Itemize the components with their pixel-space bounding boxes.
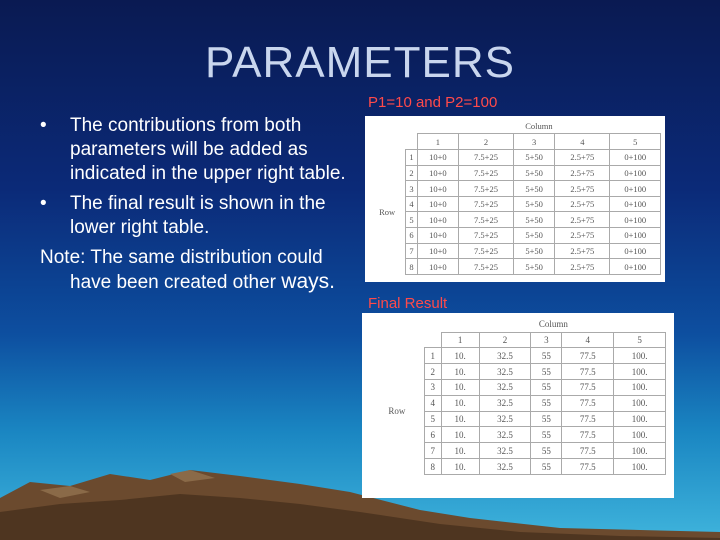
table-cell: 32.5	[479, 364, 531, 380]
table-cell: 2.5+75	[555, 243, 610, 259]
table-cell: 10.	[441, 380, 479, 396]
table-corner	[424, 317, 441, 332]
table-cell: 10.	[441, 395, 479, 411]
table-cell: 7.5+25	[458, 165, 513, 181]
row-number: 8	[424, 459, 441, 475]
table-cell: 32.5	[479, 380, 531, 396]
row-number: 4	[424, 395, 441, 411]
table-cell: 7.5+25	[458, 150, 513, 166]
table-cell: 32.5	[479, 395, 531, 411]
table-cell: 7.5+25	[458, 212, 513, 228]
table-cell: 7.5+25	[458, 181, 513, 197]
table-cell: 10+0	[417, 150, 458, 166]
table-cell: 32.5	[479, 443, 531, 459]
table-cell: 10+0	[417, 181, 458, 197]
table-cell: 100.	[614, 380, 666, 396]
table-cell: 10+0	[417, 196, 458, 212]
column-header: 2	[479, 332, 531, 348]
table-cell: 5+50	[514, 259, 555, 275]
row-number: 1	[406, 150, 418, 166]
bullet-glyph: •	[40, 193, 47, 214]
table-cell: 7.5+25	[458, 228, 513, 244]
row-number: 2	[424, 364, 441, 380]
table-cell: 77.5	[562, 380, 614, 396]
row-number: 6	[424, 427, 441, 443]
row-number: 8	[406, 259, 418, 275]
note-tail: ways.	[281, 270, 335, 293]
table-cell: 5+50	[514, 150, 555, 166]
column-header: 3	[514, 134, 555, 150]
table-cell: 77.5	[562, 427, 614, 443]
table-cell: 77.5	[562, 364, 614, 380]
column-header: 1	[417, 134, 458, 150]
table-row	[369, 196, 661, 212]
bullet-text: The contributions from both parameters will be added as indicated in the upper right table.	[70, 115, 346, 184]
table-cell: 77.5	[562, 348, 614, 364]
table-cell: 77.5	[562, 411, 614, 427]
table-cell: 7.5+25	[458, 259, 513, 275]
table-header-row	[370, 317, 666, 332]
column-header: 2	[458, 134, 513, 150]
table-cell: 32.5	[479, 427, 531, 443]
table-cell: 10.	[441, 348, 479, 364]
row-number: 7	[424, 443, 441, 459]
table-cell: 0+100	[610, 196, 661, 212]
table-cell: 10.	[441, 411, 479, 427]
table-row	[369, 243, 661, 259]
table-cell: 0+100	[610, 165, 661, 181]
table-cell: 0+100	[610, 150, 661, 166]
table-row	[369, 228, 661, 244]
table-cell: 100.	[614, 459, 666, 475]
table-cell: 2.5+75	[555, 150, 610, 166]
row-label: Row	[370, 348, 424, 475]
table-cell: 0+100	[610, 228, 661, 244]
bullet-glyph: •	[40, 115, 47, 136]
table-cell: 2.5+75	[555, 165, 610, 181]
table-cell: 77.5	[562, 395, 614, 411]
table-cell: 5+50	[514, 181, 555, 197]
table-cell: 2.5+75	[555, 212, 610, 228]
table-cell: 100.	[614, 443, 666, 459]
table-cell: 10.	[441, 443, 479, 459]
table-cell: 100.	[614, 364, 666, 380]
table-colnum-row	[369, 134, 661, 150]
row-number: 3	[406, 181, 418, 197]
table-cell: 0+100	[610, 212, 661, 228]
row-number: 7	[406, 243, 418, 259]
row-label: Row	[369, 150, 406, 275]
table-colnum-row	[370, 332, 666, 348]
table-cell: 2.5+75	[555, 181, 610, 197]
table-cell: 10+0	[417, 212, 458, 228]
table-cell: 5+50	[514, 243, 555, 259]
column-header: 1	[441, 332, 479, 348]
table-cell: 77.5	[562, 459, 614, 475]
table-cell: 5+50	[514, 212, 555, 228]
table-cell: 2.5+75	[555, 196, 610, 212]
table-cell: 55	[531, 427, 562, 443]
table-cell: 10.	[441, 427, 479, 443]
table-cell: 10+0	[417, 165, 458, 181]
table-cell: 7.5+25	[458, 196, 513, 212]
table-header-row	[369, 119, 661, 134]
table-cell: 55	[531, 348, 562, 364]
row-number: 5	[406, 212, 418, 228]
row-number: 5	[424, 411, 441, 427]
table-cell: 0+100	[610, 181, 661, 197]
table-cell: 100.	[614, 395, 666, 411]
column-header: 4	[555, 134, 610, 150]
table-cell: 10.	[441, 459, 479, 475]
table-cell: 2.5+75	[555, 228, 610, 244]
table-cell: 10+0	[417, 243, 458, 259]
table-cell: 5+50	[514, 196, 555, 212]
bullet-item	[40, 114, 350, 186]
table-row	[369, 259, 661, 275]
column-header: 5	[610, 134, 661, 150]
column-label: Column	[417, 119, 660, 134]
table-row	[369, 212, 661, 228]
note-text	[40, 246, 350, 295]
table-corner	[369, 119, 406, 134]
table-cell: 100.	[614, 411, 666, 427]
table-cell: 10+0	[417, 228, 458, 244]
table2-caption: Final Result	[368, 295, 448, 312]
table-cell: 77.5	[562, 443, 614, 459]
table-cell: 55	[531, 395, 562, 411]
column-header: 5	[614, 332, 666, 348]
table-cell: 10+0	[417, 259, 458, 275]
table1-caption: P1=10 and P2=100	[368, 94, 498, 111]
table2-image	[362, 313, 674, 498]
table-cell: 7.5+25	[458, 243, 513, 259]
table-cell: 55	[531, 364, 562, 380]
table-cell: 10.	[441, 364, 479, 380]
table-row	[370, 348, 666, 364]
row-number: 4	[406, 196, 418, 212]
table-row	[369, 150, 661, 166]
row-number: 2	[406, 165, 418, 181]
table1-image	[365, 116, 665, 282]
column-header: 4	[562, 332, 614, 348]
note-body: Note: The same distribution could have been created other	[40, 247, 323, 293]
table-row	[369, 165, 661, 181]
table-cell: 0+100	[610, 243, 661, 259]
table-corner	[369, 134, 406, 150]
table-row	[369, 181, 661, 197]
table-cell: 2.5+75	[555, 259, 610, 275]
table-cell: 32.5	[479, 459, 531, 475]
table-cell: 55	[531, 459, 562, 475]
table-cell: 100.	[614, 348, 666, 364]
column-header: 3	[531, 332, 562, 348]
table-cell: 55	[531, 411, 562, 427]
table-corner	[424, 332, 441, 348]
table-cell: 55	[531, 380, 562, 396]
slide-body	[40, 114, 350, 295]
row-number: 3	[424, 380, 441, 396]
table-corner	[406, 134, 418, 150]
table-cell: 100.	[614, 427, 666, 443]
table-corner	[370, 317, 424, 332]
column-label: Column	[441, 317, 665, 332]
table-cell: 32.5	[479, 348, 531, 364]
bullet-item	[40, 192, 350, 240]
table-corner	[370, 332, 424, 348]
table-cell: 5+50	[514, 228, 555, 244]
bullet-text: The final result is shown in the lower right table.	[70, 193, 326, 238]
table2	[370, 317, 666, 475]
table-cell: 32.5	[479, 411, 531, 427]
row-number: 6	[406, 228, 418, 244]
slide-title: PARAMETERS	[205, 38, 515, 87]
table1	[369, 119, 661, 275]
table-corner	[406, 119, 418, 134]
table-cell: 55	[531, 443, 562, 459]
table-cell: 5+50	[514, 165, 555, 181]
row-number: 1	[424, 348, 441, 364]
table-cell: 0+100	[610, 259, 661, 275]
